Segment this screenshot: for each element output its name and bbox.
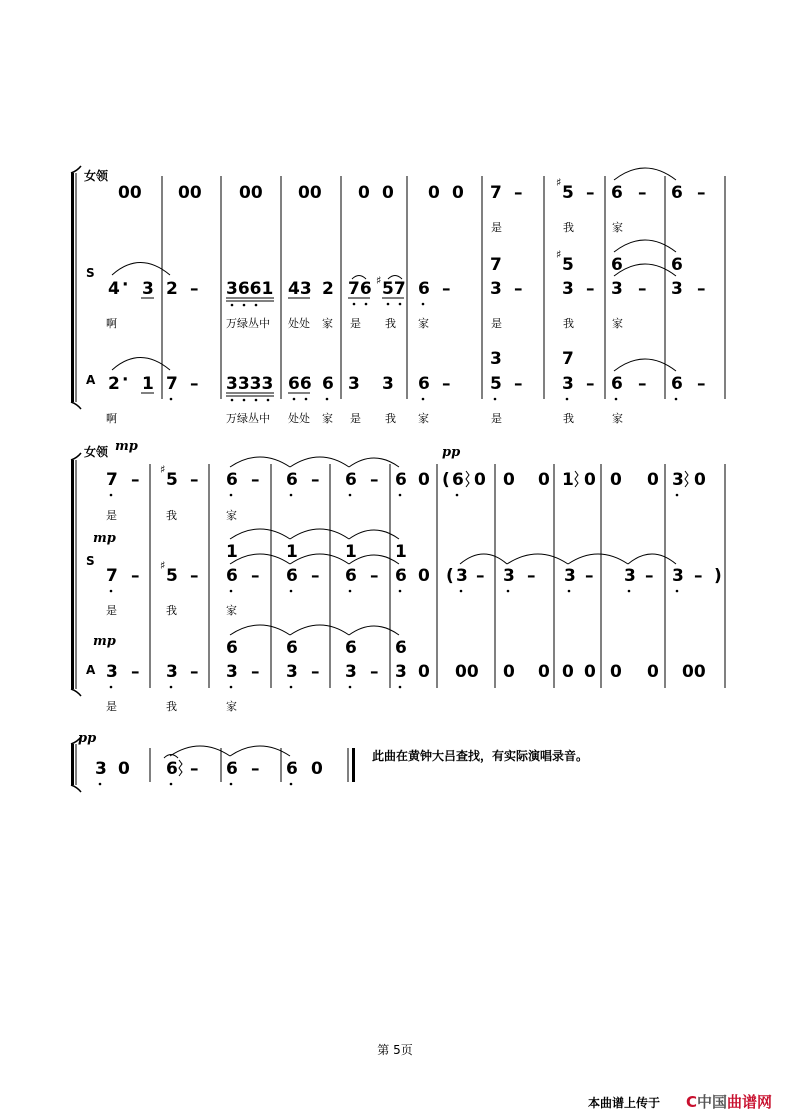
- note: 7: [106, 470, 118, 490]
- rest: 0: [503, 662, 515, 682]
- slur: [112, 263, 170, 276]
- dynamic-mp: mp: [93, 634, 116, 649]
- rest: 0: [358, 183, 370, 203]
- rest: 00: [178, 183, 202, 203]
- rest: 0: [118, 759, 130, 779]
- note: 6: [671, 255, 683, 275]
- paren: (: [446, 566, 454, 586]
- lyric: 万绿丛中: [226, 317, 270, 330]
- note: 3: [382, 374, 394, 394]
- lyric: 万绿丛中: [226, 412, 270, 425]
- note: 3: [624, 566, 636, 586]
- note: 6: [611, 374, 623, 394]
- note: 3: [490, 349, 502, 369]
- note: 6: [345, 470, 357, 490]
- note: 5: [166, 470, 178, 490]
- note: 7: [490, 183, 502, 203]
- dash: –: [251, 566, 260, 586]
- dash: –: [514, 374, 523, 394]
- dash: –: [311, 662, 320, 682]
- note: 3: [671, 279, 683, 299]
- dash: –: [190, 759, 199, 779]
- note: 6: [395, 566, 407, 586]
- note: 6: [286, 759, 298, 779]
- dash: –: [586, 279, 595, 299]
- low-dots: [353, 303, 368, 306]
- lyric: 我: [563, 317, 574, 330]
- lyric: 我: [166, 700, 177, 713]
- note: 1: [395, 542, 407, 562]
- note: 3: [348, 374, 360, 394]
- note: 1: [345, 542, 357, 562]
- rest: 0: [584, 662, 596, 682]
- dash: –: [442, 374, 451, 394]
- final-barline: [352, 748, 355, 782]
- dash: –: [190, 566, 199, 586]
- note: 3: [286, 662, 298, 682]
- part-label-soprano: S: [86, 554, 95, 568]
- lyric: 家: [226, 604, 237, 617]
- site-logo-icon: C: [686, 1093, 698, 1111]
- lyric: 是: [106, 604, 117, 617]
- paren: (: [442, 470, 450, 490]
- dash: –: [251, 662, 260, 682]
- rest: 0: [428, 183, 440, 203]
- lyric: 家: [226, 509, 237, 522]
- low-dots: [231, 304, 258, 307]
- lyric: 是: [106, 700, 117, 713]
- lyric: 啊: [106, 412, 117, 425]
- note-group: 66: [288, 374, 312, 394]
- dash: –: [585, 566, 594, 586]
- rest: 0: [647, 470, 659, 490]
- rest: 00: [682, 662, 706, 682]
- lyric: 我: [166, 604, 177, 617]
- sharp: ♯: [556, 176, 562, 189]
- lyric: 是: [491, 412, 502, 425]
- tie: [614, 168, 676, 180]
- note: 3: [395, 662, 407, 682]
- part-label-nvling: 女领: [84, 445, 109, 459]
- rest: 0: [452, 183, 464, 203]
- system-bracket: [71, 744, 74, 785]
- dash: –: [190, 374, 199, 394]
- note: 2: [166, 279, 178, 299]
- note: 6: [322, 374, 334, 394]
- note: 3: [562, 374, 574, 394]
- note-group: 3333: [226, 374, 274, 394]
- sharp: ♯: [556, 248, 562, 261]
- rest: 00: [118, 183, 142, 203]
- note: 7: [106, 566, 118, 586]
- dash: –: [645, 566, 654, 586]
- note: 6: [418, 374, 430, 394]
- note: 3: [166, 662, 178, 682]
- dash: –: [131, 470, 140, 490]
- note: 7: [562, 349, 574, 369]
- dash: –: [697, 183, 706, 203]
- note: 2: [108, 374, 120, 394]
- dash: –: [694, 566, 703, 586]
- dash: –: [638, 279, 647, 299]
- rest: 0: [474, 470, 486, 490]
- note: 3: [503, 566, 515, 586]
- part-label-alto: A: [86, 663, 96, 677]
- rest: 0: [418, 566, 430, 586]
- lyric: 我: [385, 317, 396, 330]
- dash: –: [586, 374, 595, 394]
- note: 6: [611, 255, 623, 275]
- lyric: 是: [106, 509, 117, 522]
- footer-note: 此曲在黄钟大吕查找，有实际演唱录音。: [372, 749, 589, 763]
- note: 6: [226, 759, 238, 779]
- dash: –: [131, 662, 140, 682]
- dash: –: [514, 279, 523, 299]
- lyric: 处处: [288, 412, 310, 425]
- note: 1: [562, 470, 574, 490]
- dash: –: [190, 470, 199, 490]
- dash: –: [370, 470, 379, 490]
- note: 6: [226, 470, 238, 490]
- sharp: ♯: [160, 463, 166, 476]
- lyric: 家: [612, 221, 623, 234]
- dash: –: [514, 183, 523, 203]
- note: 6: [226, 638, 238, 658]
- dash: –: [190, 662, 199, 682]
- lyric: 家: [612, 317, 623, 330]
- rest: 00: [298, 183, 322, 203]
- lyric: 是: [350, 412, 361, 425]
- note: 5: [562, 255, 574, 275]
- note: 3: [95, 759, 107, 779]
- note: 6: [395, 638, 407, 658]
- note-group: 43: [288, 279, 312, 299]
- rest: 0: [311, 759, 323, 779]
- dynamic-mp: mp: [115, 439, 138, 454]
- system-bracket: [71, 173, 74, 402]
- rest: 00: [239, 183, 263, 203]
- site-name-part-2: 曲谱网: [727, 1093, 773, 1111]
- note: 6: [286, 566, 298, 586]
- rest: 0: [610, 470, 622, 490]
- note: 6: [671, 374, 683, 394]
- note: 3: [672, 470, 684, 490]
- page-number: 第 5页: [377, 1043, 413, 1057]
- dynamic-pp: pp: [442, 445, 461, 460]
- note: 5: [490, 374, 502, 394]
- dash: –: [370, 662, 379, 682]
- lyric: 家: [612, 412, 623, 425]
- dash: –: [370, 566, 379, 586]
- note: 6: [226, 566, 238, 586]
- rest: 0: [382, 183, 394, 203]
- upload-text: 本曲谱上传于: [588, 1096, 661, 1110]
- paren: ): [714, 566, 722, 586]
- note: 3: [456, 566, 468, 586]
- lyric: 我: [385, 412, 396, 425]
- rest: 0: [418, 470, 430, 490]
- lyric: 家: [418, 317, 429, 330]
- lyric: 啊: [106, 317, 117, 330]
- dash: –: [476, 566, 485, 586]
- lyric: 是: [350, 317, 361, 330]
- dash: –: [251, 470, 260, 490]
- system-bracket: [71, 460, 74, 689]
- dash: –: [697, 374, 706, 394]
- system-2: [71, 439, 725, 713]
- rest: 0: [610, 662, 622, 682]
- rest: 00: [455, 662, 479, 682]
- note: 3: [490, 279, 502, 299]
- rest: 0: [538, 662, 550, 682]
- dynamic-pp: pp: [78, 731, 97, 746]
- part-label-soprano: S: [86, 266, 95, 280]
- low-dots: [387, 303, 402, 306]
- aug-dot: ·: [122, 370, 129, 390]
- lyric: 是: [491, 317, 502, 330]
- note: 5: [562, 183, 574, 203]
- note: 3: [106, 662, 118, 682]
- note: 6: [286, 470, 298, 490]
- dash: –: [311, 566, 320, 586]
- note-group: 76: [348, 279, 372, 299]
- site-logo[interactable]: [686, 1091, 772, 1112]
- dash: –: [697, 279, 706, 299]
- site-name-part-1: 中国: [697, 1093, 728, 1111]
- rest: 0: [562, 662, 574, 682]
- note: 4: [108, 279, 120, 299]
- note: 3: [562, 279, 574, 299]
- lyric: 家: [322, 317, 333, 330]
- note: 1: [142, 374, 154, 394]
- system-3: [71, 731, 355, 792]
- lyric: 我: [563, 221, 574, 234]
- note-group: 57: [382, 279, 406, 299]
- dash: –: [131, 566, 140, 586]
- rest: 0: [584, 470, 596, 490]
- note: 6: [345, 566, 357, 586]
- note: 6: [166, 759, 178, 779]
- dash: –: [638, 374, 647, 394]
- dash: –: [638, 183, 647, 203]
- rest: 0: [538, 470, 550, 490]
- note: 3: [564, 566, 576, 586]
- note: 1: [286, 542, 298, 562]
- note: 3: [611, 279, 623, 299]
- note: 6: [452, 470, 464, 490]
- dash: –: [442, 279, 451, 299]
- note: 3: [345, 662, 357, 682]
- dash: –: [190, 279, 199, 299]
- note: 7: [166, 374, 178, 394]
- part-label-nvling: 女领: [84, 169, 109, 183]
- system-1: [71, 166, 725, 425]
- note: 3: [672, 566, 684, 586]
- sharp: ♯: [376, 274, 382, 287]
- rest: 0: [694, 470, 706, 490]
- note: 7: [490, 255, 502, 275]
- lyric: 我: [166, 509, 177, 522]
- part-label-alto: A: [86, 373, 96, 387]
- note: 3: [142, 279, 154, 299]
- dynamic-mp: mp: [93, 531, 116, 546]
- note: 6: [345, 638, 357, 658]
- dash: –: [527, 566, 536, 586]
- note: 6: [286, 638, 298, 658]
- note: 3: [226, 662, 238, 682]
- note: 6: [418, 279, 430, 299]
- rest: 0: [647, 662, 659, 682]
- note: 2: [322, 279, 334, 299]
- rest: 0: [418, 662, 430, 682]
- lyric: 家: [418, 412, 429, 425]
- lyric: 我: [563, 412, 574, 425]
- note: 1: [226, 542, 238, 562]
- note: 6: [395, 470, 407, 490]
- dash: –: [586, 183, 595, 203]
- lyric: 家: [226, 700, 237, 713]
- dash: –: [251, 759, 260, 779]
- rest: 0: [503, 470, 515, 490]
- note: 5: [166, 566, 178, 586]
- dash: –: [311, 470, 320, 490]
- aug-dot: ·: [122, 275, 129, 295]
- lyric: 处处: [288, 317, 310, 330]
- lyric: 是: [491, 221, 502, 234]
- note: 6: [671, 183, 683, 203]
- sharp: ♯: [160, 559, 166, 572]
- note-group: 3661: [226, 279, 274, 299]
- lyric: 家: [322, 412, 333, 425]
- note: 6: [611, 183, 623, 203]
